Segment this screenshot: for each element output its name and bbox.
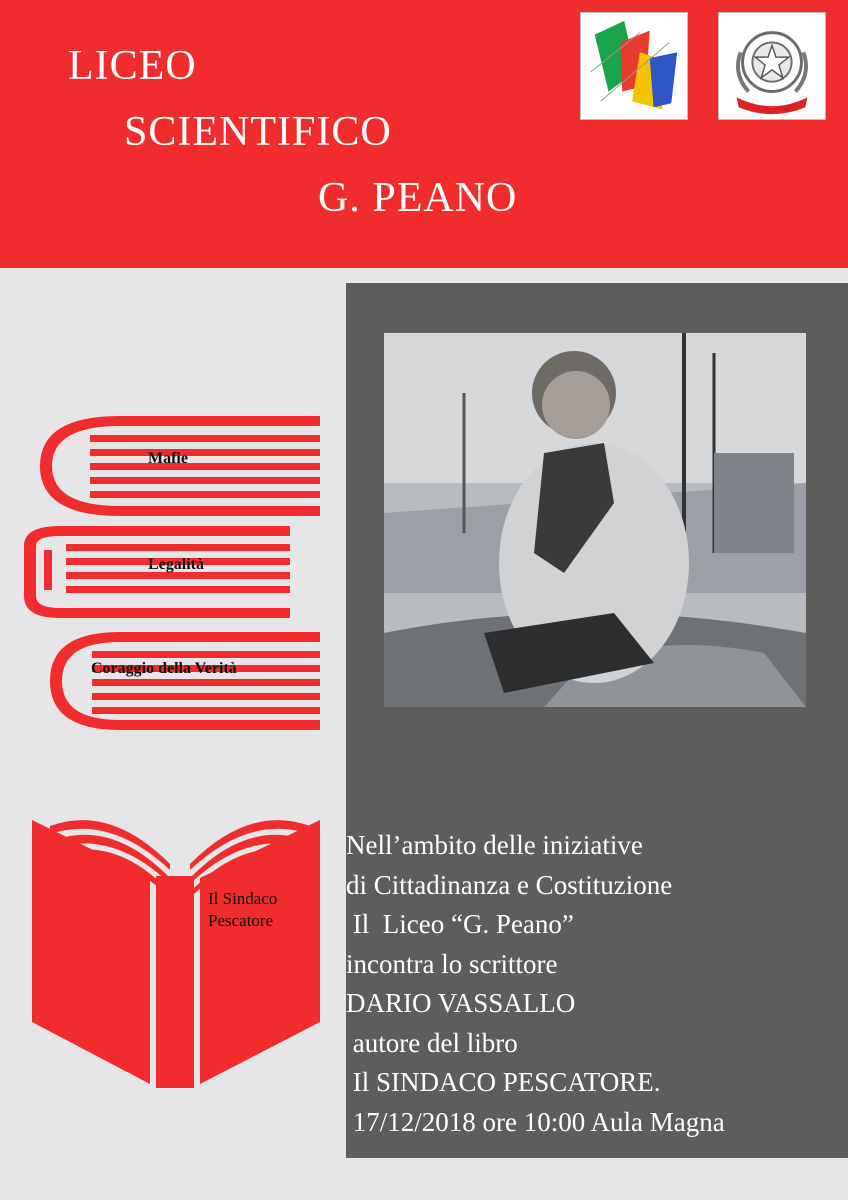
cover-title-line-1: Il Sindaco (208, 889, 278, 908)
school-title-line-3: G. PEANO (318, 175, 518, 221)
author-photo (384, 333, 806, 707)
announcement-line-1: Nell’ambito delle iniziative (346, 830, 643, 860)
announcement-line-7: Il SINDACO PESCATORE. (346, 1067, 661, 1097)
school-title-line-1: LICEO (68, 43, 197, 89)
announcement-line-6: autore del libro (346, 1027, 518, 1058)
header-banner (0, 0, 848, 268)
announcement-text (346, 826, 846, 1142)
school-title-line-2: SCIENTIFICO (124, 109, 392, 155)
open-book-illustration (30, 790, 330, 1090)
book-label-mafie: Mafie (148, 450, 188, 467)
announcement-line-2: di Cittadinanza e Costituzione (346, 869, 673, 900)
book-label-legalita: Legalità (148, 556, 204, 573)
announcement-line-3: Il Liceo “G. Peano” (346, 909, 574, 939)
announcement-line-8: 17/12/2018 ore 10:00 Aula Magna (346, 1106, 725, 1137)
announcement-line-5: DARIO VASSALLO (346, 988, 576, 1018)
republic-emblem (718, 12, 826, 120)
school-logo (580, 12, 688, 120)
announcement-line-4: incontra lo scrittore (346, 948, 558, 979)
cover-title-line-2: Pescatore (208, 911, 274, 930)
open-book-cover-title (208, 888, 318, 932)
book-label-coraggio: Coraggio della Verità (91, 660, 237, 677)
